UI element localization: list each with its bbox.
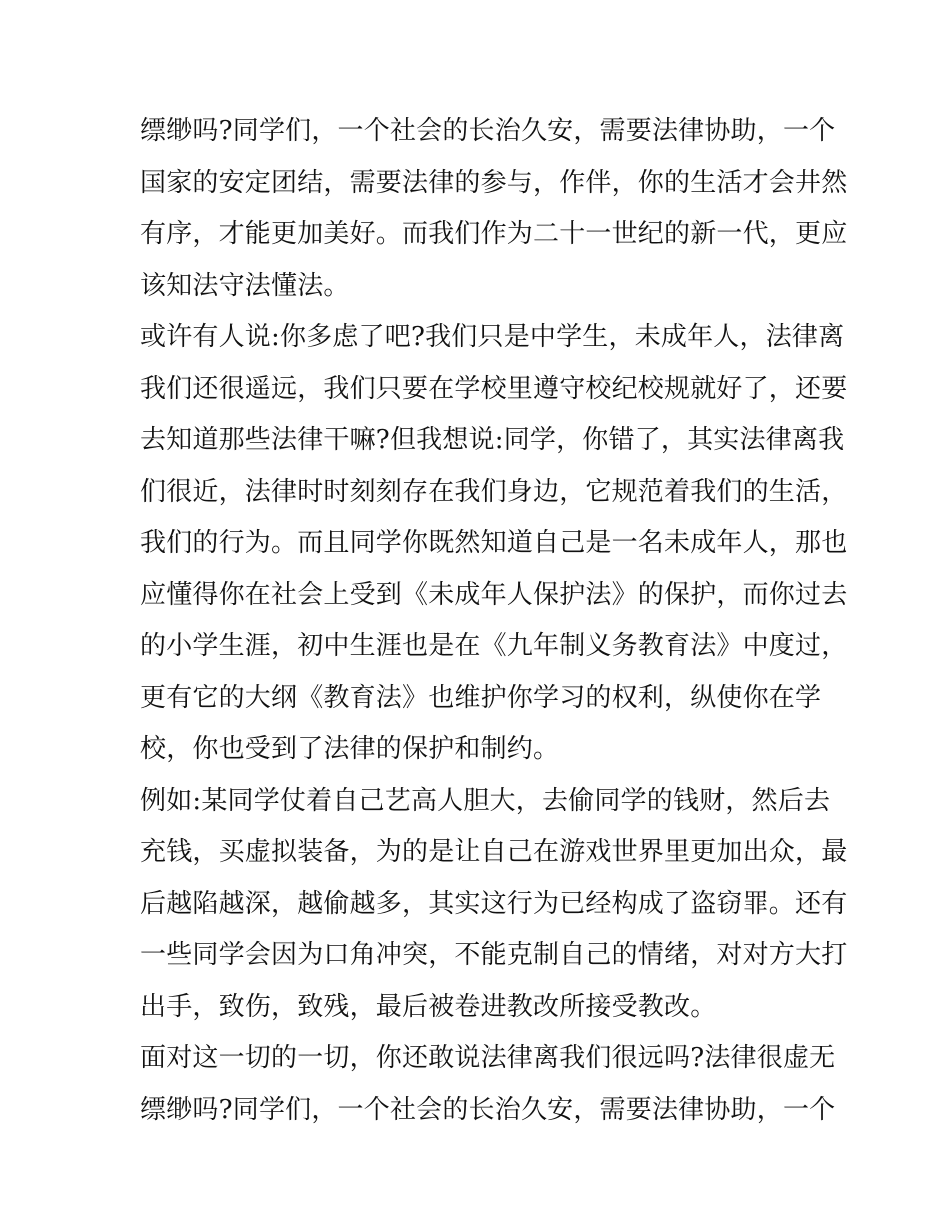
text-line: 或许有人说:你多虑了吧?我们只是中学生，未成年人，法律离 <box>140 322 845 352</box>
text-line: 例如:某同学仗着自己艺高人胆大，去偷同学的钱财，然后去 <box>140 785 831 816</box>
text-line: 缥缈吗?同学们，一个社会的长治久安，需要法律协助，一个 <box>140 116 836 146</box>
text-line: 后越陷越深，越偷越多，其实这行为已经构成了盗窃罪。还有 <box>140 888 848 919</box>
text-line: 一些同学会因为口角冲突，不能克制自己的情绪，对对方大打 <box>140 940 848 970</box>
text-line: 我们还很遥远，我们只要在学校里遵守校纪校规就好了，还要 <box>140 373 848 404</box>
text-line: 应懂得你在社会上受到《未成年人保护法》的保护，而你过去 <box>140 579 848 610</box>
text-line: 我们的行为。而且同学你既然知道自己是一名未成年人，那也 <box>140 528 848 558</box>
text-line: 有序，才能更加美好。而我们作为二十一世纪的新一代，更应 <box>140 219 848 249</box>
text-line: 充钱，买虚拟装备，为的是让自己在游戏世界里更加出众，最 <box>140 837 848 867</box>
text-line: 该知法守法懂法。 <box>140 270 350 301</box>
text-line: 出手，致伤，致残，最后被卷进教改所接受教改。 <box>140 991 717 1022</box>
text-line: 校，你也受到了法律的保护和制约。 <box>140 734 560 764</box>
text-line: 们很近，法律时时刻刻存在我们身边，它规范着我们的生活， <box>140 476 848 507</box>
text-line: 的小学生涯，初中生涯也是在《九年制义务教育法》中度过， <box>140 631 848 661</box>
text-line: 去知道那些法律干嘛?但我想说:同学，你错了，其实法律离我 <box>140 425 845 455</box>
text-line: 更有它的大纲《教育法》也维护你学习的权利，纵使你在学 <box>140 682 822 713</box>
text-line: 缥缈吗?同学们，一个社会的长治久安，需要法律协助，一个 <box>140 1094 836 1125</box>
text-line: 国家的安定团结，需要法律的参与，作伴，你的生活才会井然 <box>140 167 848 198</box>
body-text <box>140 106 848 1136</box>
text-line: 面对这一切的一切，你还敢说法律离我们很远吗?法律很虚无 <box>140 1043 836 1073</box>
